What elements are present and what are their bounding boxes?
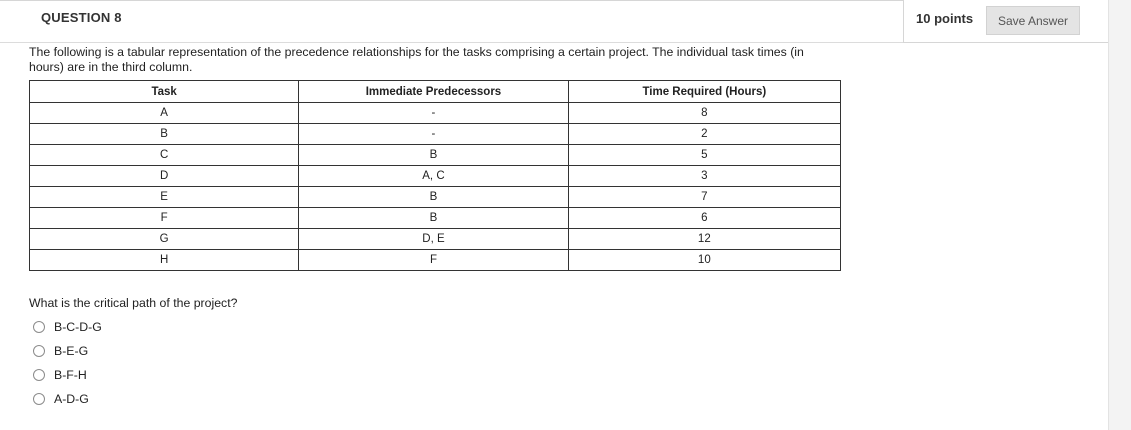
answer-option-label: A-D-G <box>54 392 89 406</box>
points-panel <box>903 0 1110 43</box>
time-cell: 12 <box>568 229 840 250</box>
table-row <box>30 145 841 166</box>
time-cell: 10 <box>568 250 840 271</box>
time-cell: 3 <box>568 166 840 187</box>
predecessors-cell: - <box>299 103 568 124</box>
table-row <box>30 208 841 229</box>
task-cell: H <box>30 250 299 271</box>
task-cell: D <box>30 166 299 187</box>
answer-option[interactable] <box>33 387 102 411</box>
answer-option-label: B-E-G <box>54 344 89 358</box>
precedence-table <box>29 80 841 271</box>
predecessors-cell: A, C <box>299 166 568 187</box>
predecessors-cell: B <box>299 208 568 229</box>
scrollbar-track[interactable] <box>1108 0 1131 430</box>
radio-button[interactable] <box>33 345 45 357</box>
answer-option[interactable] <box>33 315 102 339</box>
table-row <box>30 103 841 124</box>
question-prompt: What is the critical path of the project? <box>29 296 238 310</box>
answer-option[interactable] <box>33 339 102 363</box>
task-cell: G <box>30 229 299 250</box>
time-cell: 6 <box>568 208 840 229</box>
task-cell: A <box>30 103 299 124</box>
task-cell: F <box>30 208 299 229</box>
answer-option-label: B-C-D-G <box>54 320 102 334</box>
table-row <box>30 187 841 208</box>
time-cell: 8 <box>568 103 840 124</box>
task-cell: B <box>30 124 299 145</box>
table-header-task: Task <box>30 81 299 103</box>
task-cell: E <box>30 187 299 208</box>
time-cell: 7 <box>568 187 840 208</box>
table-header-time: Time Required (Hours) <box>568 81 840 103</box>
answer-option[interactable] <box>33 363 102 387</box>
table-row <box>30 124 841 145</box>
table-row <box>30 229 841 250</box>
table-row <box>30 250 841 271</box>
predecessors-cell: D, E <box>299 229 568 250</box>
answer-option-label: B-F-H <box>54 368 87 382</box>
radio-button[interactable] <box>33 369 45 381</box>
save-answer-button[interactable]: Save Answer <box>986 6 1080 35</box>
question-intro-text: The following is a tabular representation of the precedence relationships for the tasks comprising a certain project. The individual task times (in hours) are in the third column. <box>29 45 804 74</box>
table-header-row <box>30 81 841 103</box>
question-header <box>0 0 903 43</box>
predecessors-cell: F <box>299 250 568 271</box>
predecessors-cell: - <box>299 124 568 145</box>
task-cell: C <box>30 145 299 166</box>
table-row <box>30 166 841 187</box>
radio-button[interactable] <box>33 321 45 333</box>
predecessors-cell: B <box>299 187 568 208</box>
time-cell: 5 <box>568 145 840 166</box>
answer-choices <box>33 315 102 411</box>
table-header-predecessors: Immediate Predecessors <box>299 81 568 103</box>
radio-button[interactable] <box>33 393 45 405</box>
time-cell: 2 <box>568 124 840 145</box>
predecessors-cell: B <box>299 145 568 166</box>
points-label: 10 points <box>916 11 974 26</box>
question-title: QUESTION 8 <box>41 10 122 25</box>
